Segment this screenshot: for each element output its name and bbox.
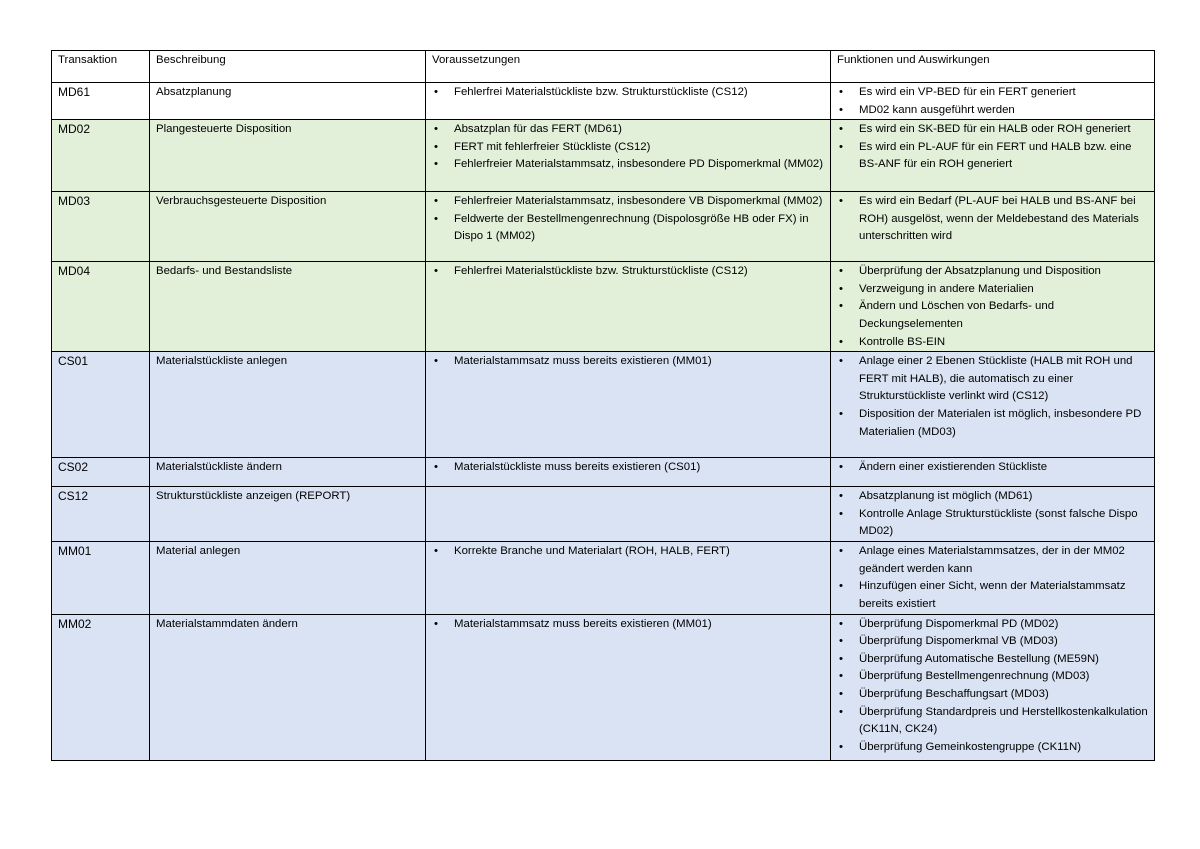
list-item: • Materialstückliste muss bereits existieren (CS01) <box>432 459 824 477</box>
list-item: • Überprüfung Gemeinkostengruppe (CK11N) <box>837 739 1148 757</box>
functions <box>831 192 1155 262</box>
list-item: • Anlage einer 2 Ebenen Stückliste (HALB mit ROH und FERT mit HALB), die automatisch zu einer Strukturstückliste verlinkt wird (CS12) <box>837 353 1148 406</box>
list-item: • Fehlerfrei Materialstückliste bzw. Strukturstückliste (CS12) <box>432 263 824 281</box>
description: Materialstückliste anlegen <box>150 352 426 458</box>
description: Materialstückliste ändern <box>150 458 426 487</box>
functions <box>831 487 1155 542</box>
prerequisites <box>426 262 831 352</box>
list-item: • Absatzplanung ist möglich (MD61) <box>837 488 1148 506</box>
list-item: • Fehlerfreier Materialstammsatz, insbesondere VB Dispomerkmal (MM02) <box>432 193 824 211</box>
prerequisites <box>426 542 831 614</box>
header-voraussetzungen: Voraussetzungen <box>426 51 831 83</box>
description: Material anlegen <box>150 542 426 614</box>
list-item: • Überprüfung Bestellmengenrechnung (MD03) <box>837 668 1148 686</box>
list-item: • Überprüfung Standardpreis und Herstellkostenkalkulation (CK11N, CK24) <box>837 704 1148 739</box>
list-item: • Ändern und Löschen von Bedarfs- und Deckungselementen <box>837 298 1148 333</box>
functions <box>831 542 1155 614</box>
list-item: • Es wird ein Bedarf (PL-AUF bei HALB und BS-ANF bei ROH) ausgelöst, wenn der Meldebestand des Materials unterschritten wird <box>837 193 1148 246</box>
table-row <box>52 120 1155 192</box>
list-item: • Überprüfung Dispomerkmal PD (MD02) <box>837 616 1148 634</box>
prerequisites <box>426 487 831 542</box>
prerequisites <box>426 120 831 192</box>
list-item: • Anlage eines Materialstammsatzes, der in der MM02 geändert werden kann <box>837 543 1148 578</box>
table-row <box>52 487 1155 542</box>
transaction-code: MD02 <box>52 120 150 192</box>
description: Materialstammdaten ändern <box>150 614 426 760</box>
list-item: • FERT mit fehlerfreier Stückliste (CS12) <box>432 139 824 157</box>
header-beschreibung: Beschreibung <box>150 51 426 83</box>
list-item: • Überprüfung Beschaffungsart (MD03) <box>837 686 1148 704</box>
functions <box>831 614 1155 760</box>
prerequisites <box>426 614 831 760</box>
list-item: • Feldwerte der Bestellmengenrechnung (Dispolosgröße HB oder FX) in Dispo 1 (MM02) <box>432 211 824 246</box>
list-item: • Kontrolle BS-EIN <box>837 334 1148 352</box>
table-row <box>52 542 1155 614</box>
description: Verbrauchsgesteuerte Disposition <box>150 192 426 262</box>
list-item: • Fehlerfrei Materialstückliste bzw. Strukturstückliste (CS12) <box>432 84 824 102</box>
list-item: • Es wird ein PL-AUF für ein FERT und HALB bzw. eine BS-ANF für ein ROH generiert <box>837 139 1148 174</box>
transaction-code: CS01 <box>52 352 150 458</box>
prerequisites <box>426 352 831 458</box>
functions <box>831 458 1155 487</box>
transactions-table <box>51 50 1155 761</box>
transaction-code: MM01 <box>52 542 150 614</box>
table-row <box>52 458 1155 487</box>
functions <box>831 120 1155 192</box>
prerequisites <box>426 192 831 262</box>
list-item: • Fehlerfreier Materialstammsatz, insbesondere PD Dispomerkmal (MM02) <box>432 156 824 174</box>
transaction-code: CS12 <box>52 487 150 542</box>
list-item: • Überprüfung Dispomerkmal VB (MD03) <box>837 633 1148 651</box>
list-item: • Korrekte Branche und Materialart (ROH, HALB, FERT) <box>432 543 824 561</box>
header-transaktion: Transaktion <box>52 51 150 83</box>
list-item: • Überprüfung der Absatzplanung und Disposition <box>837 263 1148 281</box>
prerequisites <box>426 83 831 120</box>
functions <box>831 352 1155 458</box>
transaction-code: MM02 <box>52 614 150 760</box>
transaction-code: MD61 <box>52 83 150 120</box>
list-item: • Verzweigung in andere Materialien <box>837 281 1148 299</box>
list-item: • Überprüfung Automatische Bestellung (ME59N) <box>837 651 1148 669</box>
description: Strukturstückliste anzeigen (REPORT) <box>150 487 426 542</box>
functions <box>831 262 1155 352</box>
description: Plangesteuerte Disposition <box>150 120 426 192</box>
header-funktionen: Funktionen und Auswirkungen <box>831 51 1155 83</box>
transaction-code: CS02 <box>52 458 150 487</box>
list-item: • Disposition der Materialen ist möglich, insbesondere PD Materialien (MD03) <box>837 406 1148 441</box>
table-row <box>52 262 1155 352</box>
description: Bedarfs- und Bestandsliste <box>150 262 426 352</box>
list-item: • Hinzufügen einer Sicht, wenn der Materialstammsatz bereits existiert <box>837 578 1148 613</box>
prerequisites <box>426 458 831 487</box>
list-item: • Ändern einer existierenden Stückliste <box>837 459 1148 477</box>
table-row <box>52 352 1155 458</box>
list-item: • Kontrolle Anlage Strukturstückliste (sonst falsche Dispo MD02) <box>837 506 1148 541</box>
functions <box>831 83 1155 120</box>
table-row <box>52 83 1155 120</box>
transaction-code: MD04 <box>52 262 150 352</box>
transaction-code: MD03 <box>52 192 150 262</box>
list-item: • Absatzplan für das FERT (MD61) <box>432 121 824 139</box>
list-item: • Es wird ein SK-BED für ein HALB oder ROH generiert <box>837 121 1148 139</box>
table-row <box>52 614 1155 760</box>
table-row <box>52 192 1155 262</box>
list-item: • Materialstammsatz muss bereits existieren (MM01) <box>432 616 824 634</box>
list-item: • Es wird ein VP-BED für ein FERT generiert <box>837 84 1148 102</box>
list-item: • Materialstammsatz muss bereits existieren (MM01) <box>432 353 824 371</box>
description: Absatzplanung <box>150 83 426 120</box>
list-item: • MD02 kann ausgeführt werden <box>837 102 1148 120</box>
header-row <box>52 51 1155 83</box>
